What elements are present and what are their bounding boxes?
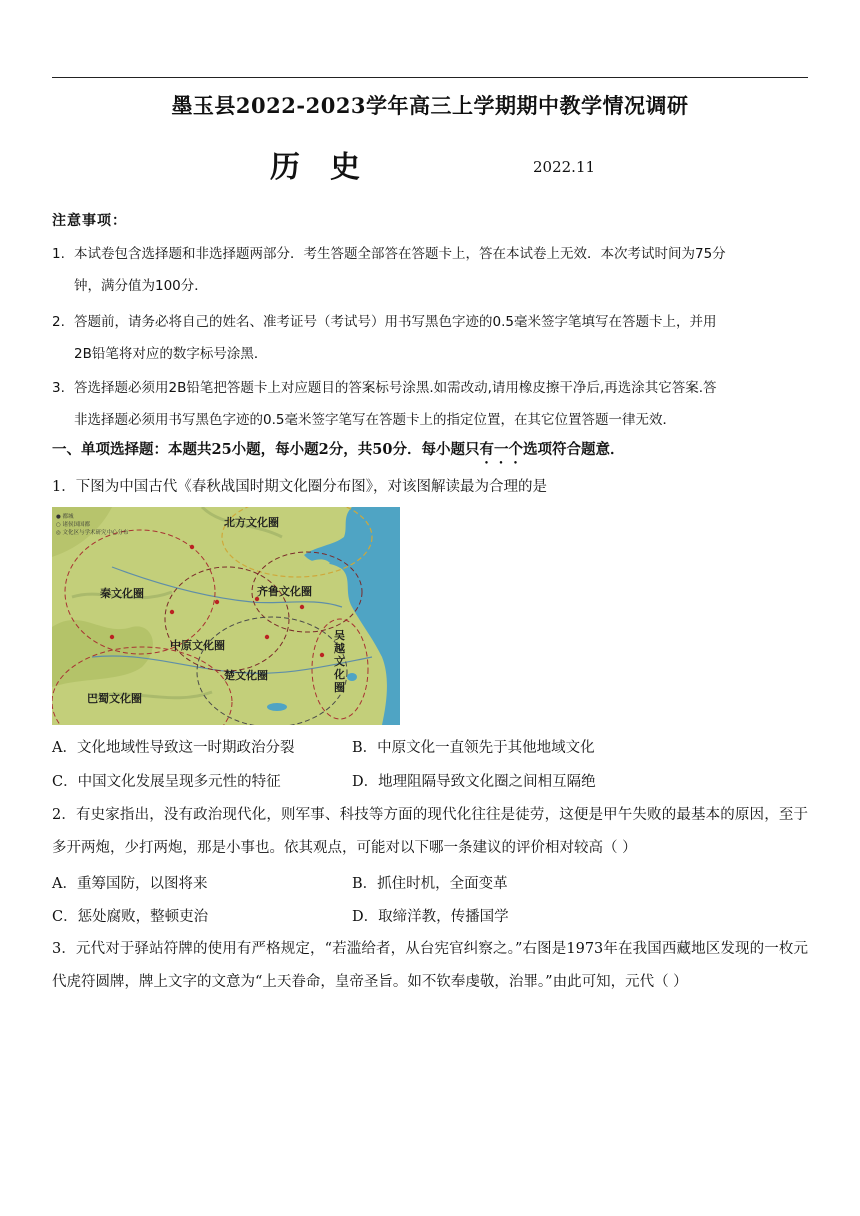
note-item-1: [52, 238, 808, 302]
question-2-option-c[interactable]: C．惩处腐败，整顿吏治: [52, 909, 209, 925]
question-3-stem: 3．元代对于驿站符牌的使用有严格规定，“若滥给者，从台宪官纠察之。”右图是1973年在我国西藏地区发现的一枚元代虎符圆牌，牌上文字的文意为“上天眷命，皇帝圣旨。如不钦奉虔敬，治罪。”由此可知，元代（ ）: [52, 941, 808, 990]
question-2-option-b[interactable]: B．抓住时机，全面变革: [352, 876, 508, 892]
subject-title: 历史: [270, 150, 390, 185]
question-2-stem: 2．有史家指出，没有政治现代化，则军事、科技等方面的现代化往往是徒劳，这便是甲午失败的最基本的原因，至于多开两炮，少打两炮，那是小事也。依其观点，可能对以下哪一条建议的评价相对较高（ ）: [52, 807, 808, 856]
map-label-qilu: 齐鲁文化圈: [257, 585, 312, 598]
note-text-continued: 钟，满分值为100分．: [74, 278, 208, 294]
map-label-zhongyuan: 中原文化圈: [170, 639, 225, 652]
map-label-chu: 楚文化圈: [224, 669, 268, 682]
exam-date: 2022.11: [533, 158, 596, 176]
question-2-option-a[interactable]: A．重筹国防，以图将来: [52, 876, 208, 892]
question-1-option-c[interactable]: C．中国文化发展呈现多元性的特征: [52, 774, 281, 790]
question-1-stem: 1．下图为中国古代《春秋战国时期文化圈分布图》，对该图解读最为合理的是: [52, 479, 547, 495]
question-2-option-d[interactable]: D．取缔洋教，传播国学: [352, 909, 509, 925]
map-label-wuyue-char: 化: [334, 668, 345, 681]
question-1-option-b[interactable]: B．中原文化一直领先于其他地域文化: [352, 740, 595, 756]
map-label-north: 北方文化圈: [224, 516, 279, 529]
note-number: 1.: [52, 246, 65, 262]
note-item-2: [52, 306, 808, 370]
section-heading-text: 一、单项选择题：本题共25小题，每小题2分，共50分．每小题只: [52, 441, 480, 458]
note-text-continued: 2B铅笔将对应的数字标号涂黑．: [74, 346, 268, 362]
map-label-wuyue-char: 文: [334, 655, 345, 668]
notes-heading: 注意事项：: [52, 213, 127, 229]
note-text: 答题前，请务必将自己的姓名、准考证号（考试号）用书写黑色字迹的0.5毫米签字笔填写在答题卡上，并用: [74, 314, 717, 330]
section-heading-suffix: 选项符合题意．: [522, 441, 625, 458]
note-number: 3.: [52, 380, 65, 396]
map-label-wuyue-char: 圈: [334, 681, 345, 694]
map-legend-item: ○ 诸侯国国都: [56, 522, 91, 528]
exam-title: 墨玉县2022-2023学年高三上学期期中教学情况调研: [171, 93, 689, 118]
map-label-wuyue-char: 越: [334, 642, 345, 655]
section-heading: [52, 438, 624, 467]
map-label-bashu: 巴蜀文化圈: [87, 692, 142, 705]
map-label-qin: 秦文化圈: [100, 587, 144, 600]
question-1-option-a[interactable]: A．文化地域性导致这一时期政治分裂: [52, 740, 295, 756]
culture-circle-map: [52, 507, 400, 725]
note-number: 2.: [52, 314, 65, 330]
map-label-wuyue-char: 吴: [334, 629, 345, 642]
note-text: 答选择题必须用2B铅笔把答题卡上对应题目的答案标号涂黑.如需改动,请用橡皮擦干净后,再选涂其它答案.答: [74, 380, 717, 396]
section-heading-emphasis: 有一个: [479, 441, 523, 458]
note-item-3: [52, 372, 808, 436]
map-legend-item: ● 都城: [56, 514, 74, 520]
map-legend-item: ◎ 文化区与学术研究中心分布: [56, 530, 129, 536]
map-label-wuyue: [334, 629, 345, 694]
header-rule: [52, 77, 808, 78]
note-text: 本试卷包含选择题和非选择题两部分．考生答题全部答在答题卡上，答在本试卷上无效．本次考试时间为75分: [74, 246, 726, 262]
note-text-continued: 非选择题必须用书写黑色字迹的0.5毫米签字笔写在答题卡上的指定位置，在其它位置答题一律无效．: [74, 412, 676, 428]
question-1-option-d[interactable]: D．地理阻隔导致文化圈之间相互隔绝: [352, 774, 596, 790]
